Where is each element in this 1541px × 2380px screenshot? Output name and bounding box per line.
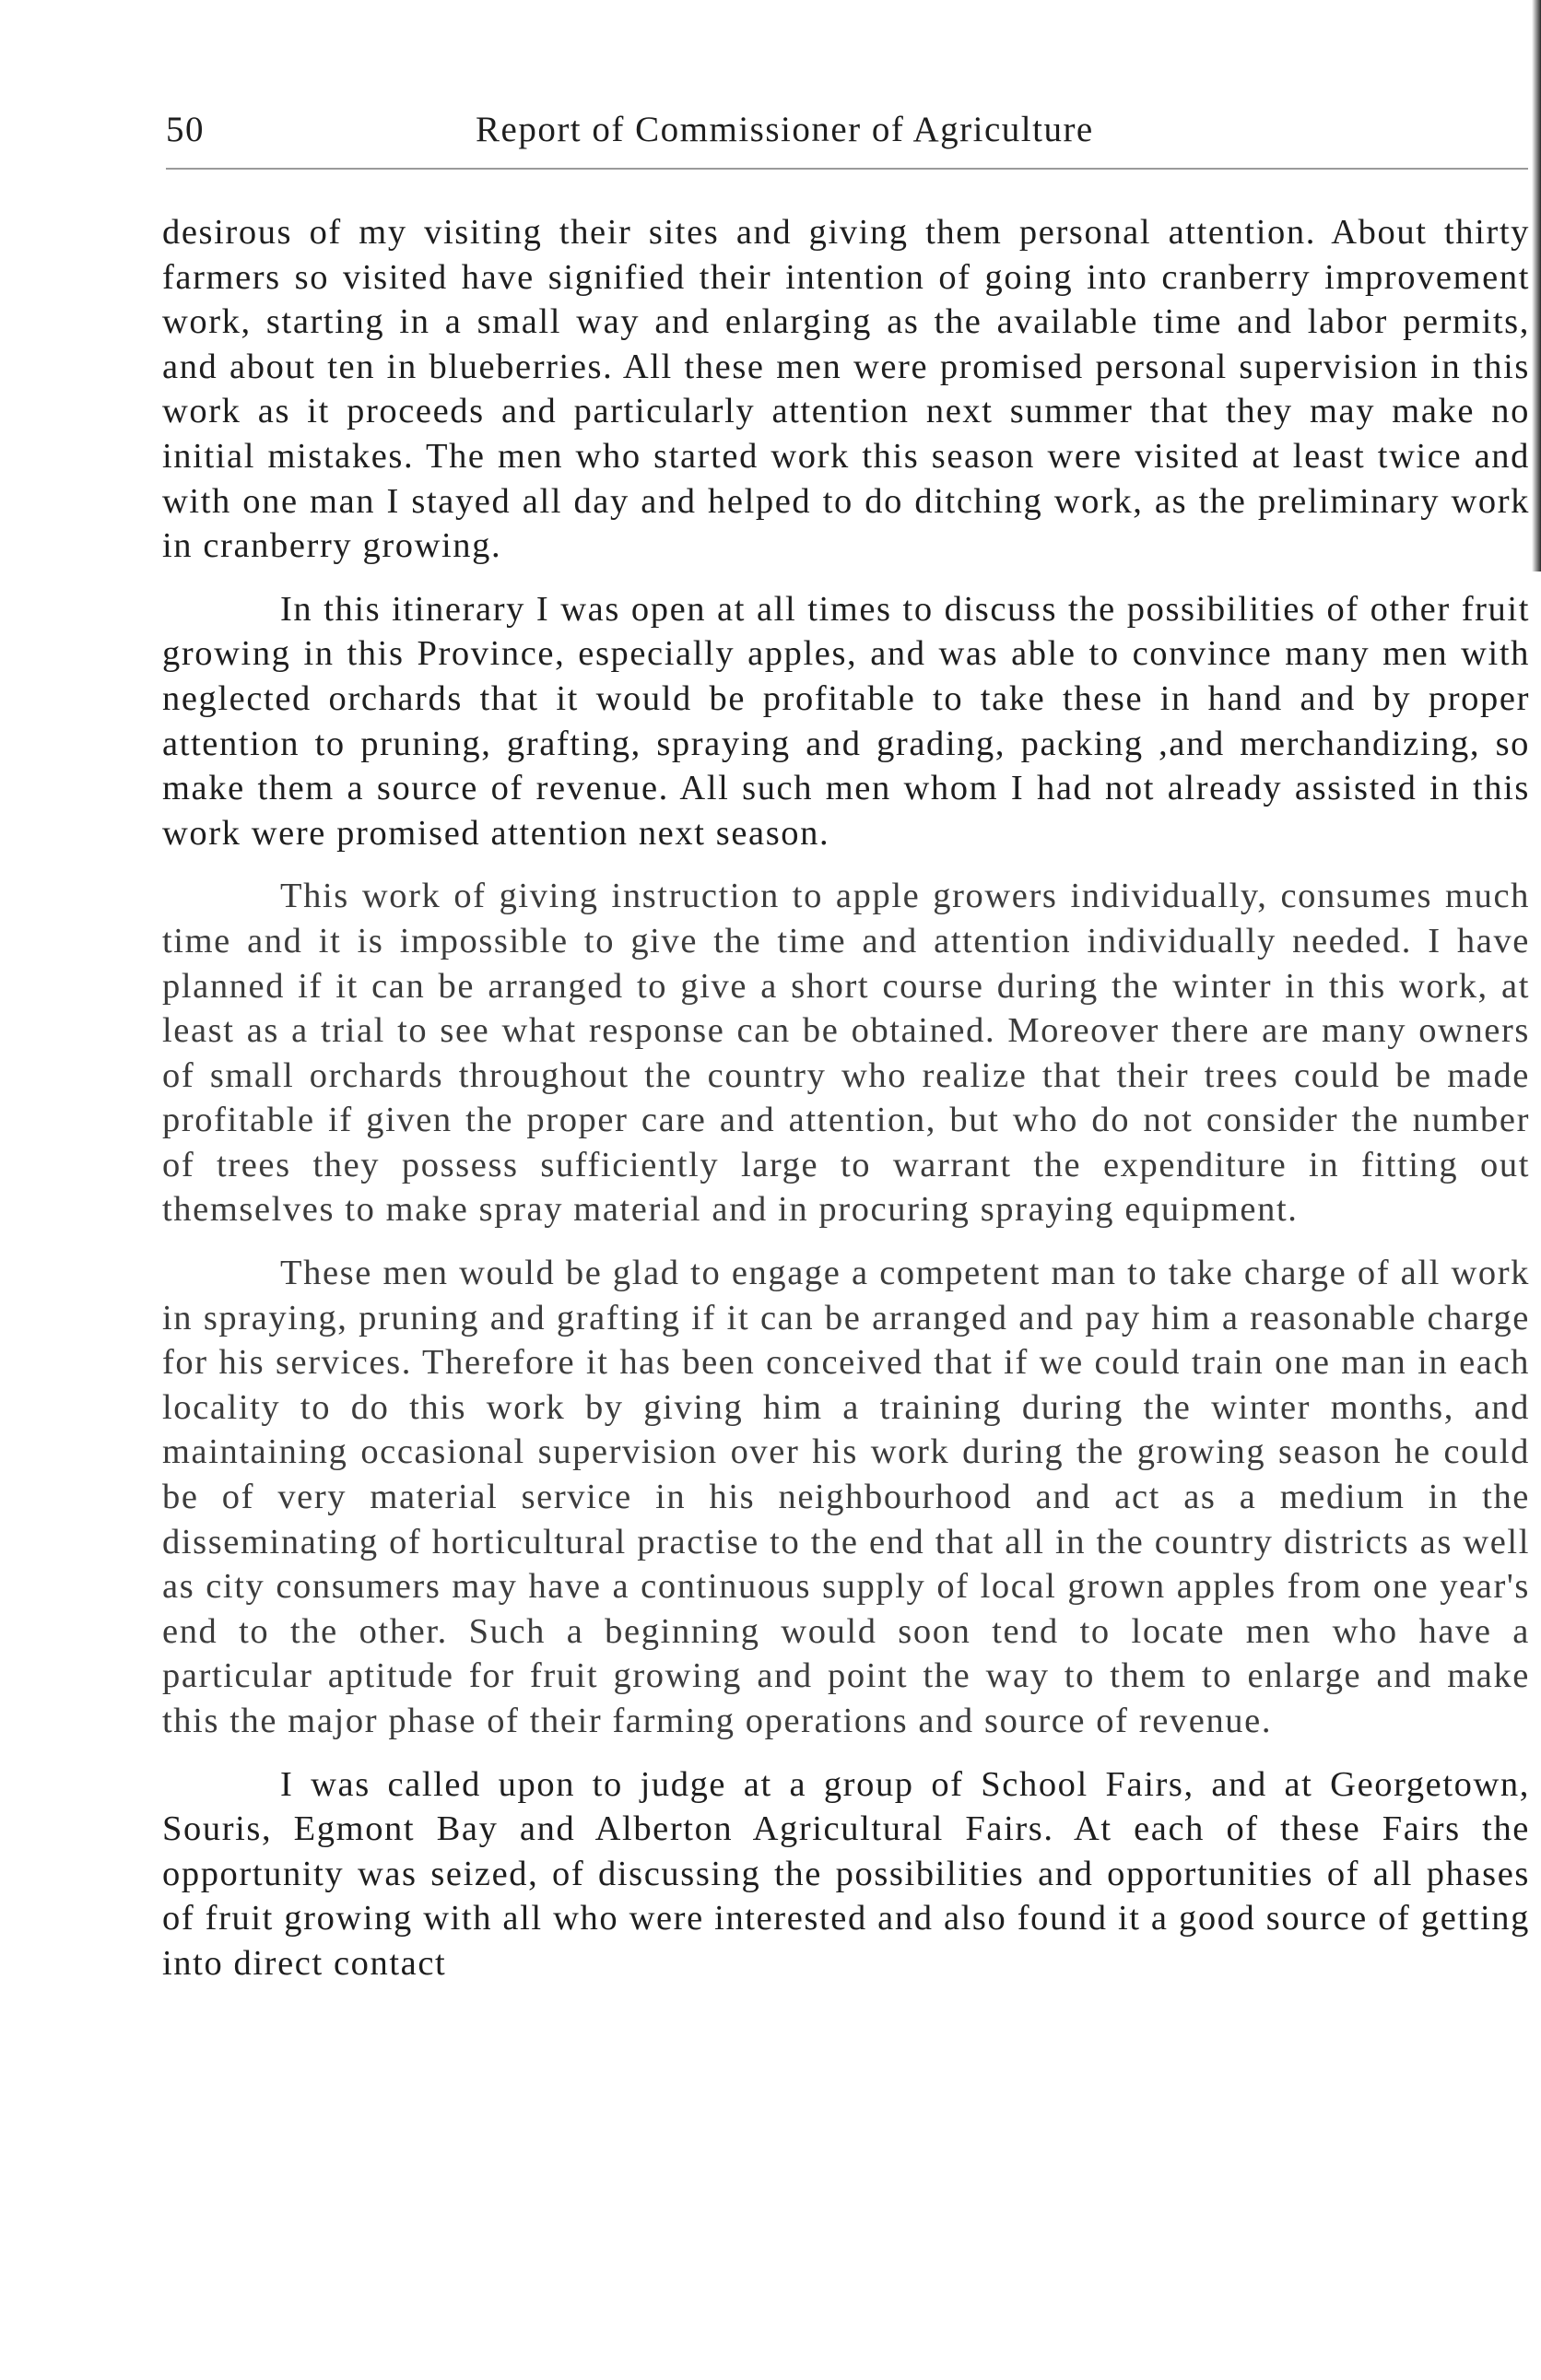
body-text xyxy=(162,210,1530,2005)
page-edge-shadow xyxy=(1532,0,1541,571)
page-header xyxy=(166,109,1530,164)
paragraph: I was called upon to judge at a group of School Fairs, and at Georgetown, Souris, Egmont Bay and Alberton Agricultural Fairs. At each of these Fairs the opportunity was seized, of discussing the possibilities and opportunities of all phases of fruit growing with all who were interested and also found it a good source of getting into direct contact xyxy=(162,1764,1530,1983)
header-rule xyxy=(166,168,1528,170)
paragraph: These men would be glad to engage a competent man to take charge of all work in spraying, pruning and grafting if it can be arranged and pay him a reasonable charge for his services. Therefore it has been conceived that if we could train one man in each locality to do this work by giving him a training during the winter months, and maintaining occasional supervision over his work during the growing season he could be of very material service in his neighbourhood and act as a medium in the disseminating of horticultural practise to the end that all in the country districts as well as city consumers may have a continuous supply of local grown apples from one year's end to the other. Such a beginning would soon tend to locate men who have a particular aptitude for fruit growing and point the way to them to enlarge and make this the major phase of their farming operations and source of revenue. xyxy=(162,1254,1530,1740)
page-number: 50 xyxy=(166,110,205,149)
paragraph-continued: desirous of my visiting their sites and giving them personal attention. About thirty farmers so visited have signified their intention of going into cranberry improvement work, starting in a small way and enlarging as the available time and labor permits, and about ten in blueberries. All these men were promised personal supervision in this work as it proceeds and particularly attention next summer that they may make no initial mistakes. The men who started work this season were visited at least twice and with one man I stayed all day and helped to do ditching work, as the preliminary work in cranberry growing. xyxy=(162,213,1530,566)
running-title: Report of Commissioner of Agriculture xyxy=(476,110,1094,149)
paragraph: This work of giving instruction to apple growers individually, consumes much time and it is impossible to give the time and attention individually needed. I have planned if it can be arranged to give a short course during the winter in this work, at least as a trial to see what response can be obtained. Moreover there are many owners of small orchards throughout the country who realize that their trees could be made profitable if given the proper care and attention, but who do not consider the number of trees they possess sufficiently large to warrant the expenditure in fitting out themselves to make spray material and in procuring spraying equipment. xyxy=(162,877,1530,1230)
paragraph: In this itinerary I was open at all times to discuss the possibilities of other fruit growing in this Province, especially apples, and was able to convince many men with neglected orchards that it would be profitable to take these in hand and by proper attention to pruning, grafting, spraying and grading, packing ,and merchandizing, so make them a source of revenue. All such men whom I had not already assisted in this work were promised attention next season. xyxy=(162,589,1530,853)
